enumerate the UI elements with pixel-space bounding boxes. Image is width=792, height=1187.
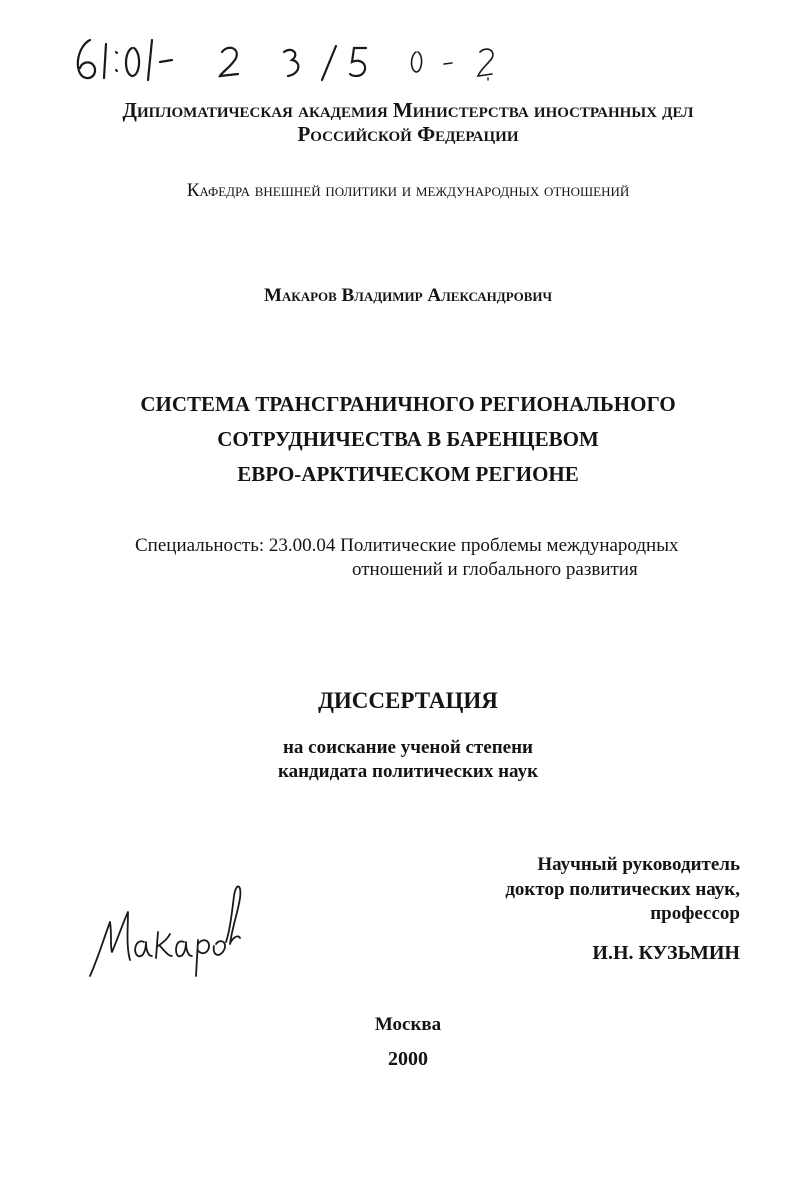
department: Кафедра внешней политики и международных отношений bbox=[186, 180, 630, 201]
supervisor-role: Научный руководитель bbox=[537, 854, 740, 875]
institution-line-2: Российской Федерации bbox=[297, 122, 519, 146]
document-type: ДИССЕРТАЦИЯ bbox=[318, 688, 498, 713]
title-line-2: СОТРУДНИЧЕСТВА В БАРЕНЦЕВОМ bbox=[217, 427, 599, 451]
degree-line-2: кандидата политических наук bbox=[277, 761, 539, 782]
title-line-3: ЕВРО-АРКТИЧЕСКОМ РЕГИОНЕ bbox=[237, 462, 579, 486]
institution-line-1: Дипломатическая академия Министерства иностранных дел bbox=[122, 98, 694, 122]
title-line-1: СИСТЕМА ТРАНСГРАНИЧНОГО РЕГИОНАЛЬНОГО bbox=[140, 392, 676, 416]
supervisor-name: И.Н. КУЗЬМИН bbox=[592, 942, 740, 964]
author-name: Макаров Владимир Александрович bbox=[263, 285, 553, 306]
supervisor-title: профессор bbox=[650, 903, 740, 924]
handwritten-catalog-number-icon bbox=[60, 18, 530, 98]
specialty-line-2: отношений и глобального развития bbox=[352, 559, 638, 580]
handwritten-signature-icon bbox=[80, 872, 250, 982]
year: 2000 bbox=[388, 1048, 428, 1070]
city: Москва bbox=[374, 1014, 442, 1035]
specialty-line-1: Специальность: 23.00.04 Политические проблемы международных bbox=[135, 535, 679, 556]
degree-line-1: на соискание ученой степени bbox=[282, 737, 533, 758]
supervisor-degree: доктор политических наук, bbox=[505, 879, 740, 900]
